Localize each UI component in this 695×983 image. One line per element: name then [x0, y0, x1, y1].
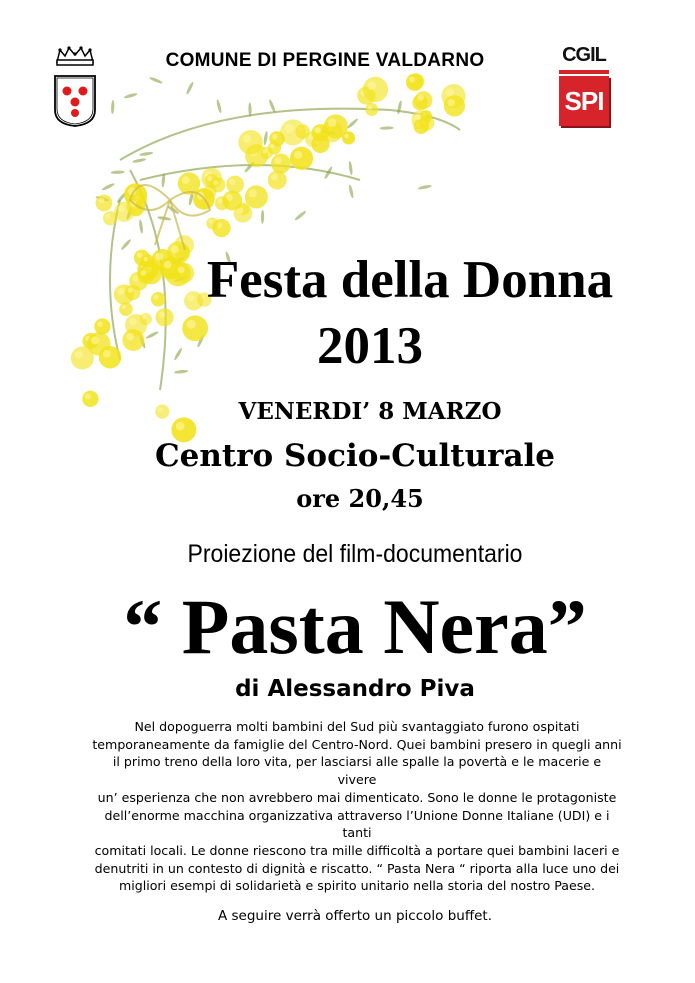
description-line: dell’enorme macchina organizzativa attraverso l’Unione Donne Italiane (UDI) e i tanti — [104, 807, 610, 841]
film-title: “ Pasta Nera” — [123, 583, 587, 670]
event-title: Festa della Donna — [206, 251, 614, 309]
description-line: il primo treno della loro vita, per lasciarsi alle spalle la povertà e le macerie e vivere — [112, 754, 602, 788]
cgil-spi-logo — [557, 44, 611, 128]
film-director: di Alessandro Piva — [235, 676, 475, 702]
cgil-logo-text: CGIL — [562, 44, 606, 66]
description-line: comitati locali. Le donne riescono tra mille difficoltà a portare quei bambini laceri e — [94, 842, 620, 858]
description-line: un’ esperienza che non avrebbero mai dimenticato. Sono le donne le protagoniste — [97, 789, 617, 805]
municipality-name: COMUNE DI PERGINE VALDARNO — [165, 50, 485, 71]
description-line: migliori esempi di solidarietà e spirito unitario nella storia del nostro Paese. — [118, 878, 596, 894]
screening-intro: Proiezione del film-documentario — [187, 540, 523, 568]
spi-logo-text: SPI — [564, 86, 604, 116]
description-line: Nel dopoguerra molti bambini del Sud più svantaggiato furono ospitati — [134, 719, 580, 734]
event-venue: Centro Socio-Culturale — [154, 438, 556, 474]
municipal-crest-icon — [52, 44, 98, 128]
description-line: denutriti in un contesto di dignità e riscatto. “ Pasta Nera “ riporta alla luce uno dei — [94, 860, 620, 876]
film-description — [92, 718, 622, 895]
description-line: temporaneamente da famiglie del Centro-Nord. Quei bambini presero in quegli anni — [92, 736, 622, 752]
event-year: 2013 — [317, 317, 423, 375]
buffet-note: A seguire verrà offerto un piccolo buffet. — [217, 908, 493, 924]
event-time: ore 20,45 — [296, 484, 424, 513]
event-date: VENERDI’ 8 MARZO — [238, 398, 502, 425]
